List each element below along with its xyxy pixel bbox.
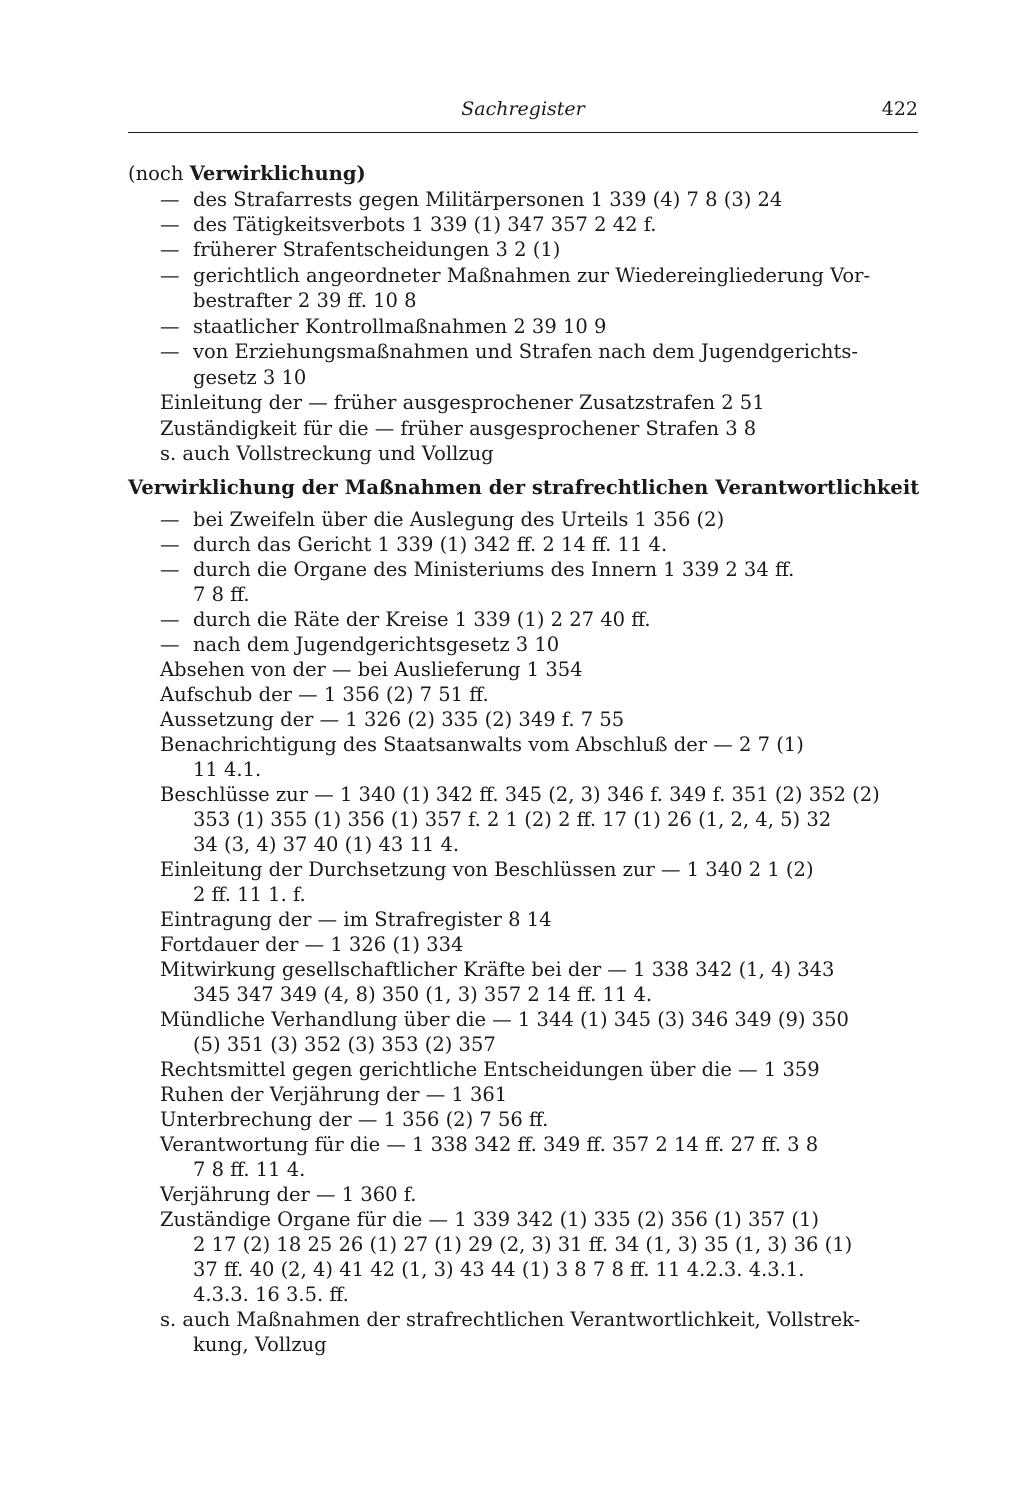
index-line: Zuständige Organe für die — 1 339 342 (1) 335 (2) 356 (1) 357 (1) — [160, 1208, 820, 1231]
index-line: — durch die Räte der Kreise 1 339 (1) 2 27 40 ff. — [160, 608, 651, 631]
index-line: 7 8 ff. 11 4. — [193, 1158, 306, 1181]
index-line: Einleitung der Durchsetzung von Beschlüssen zur — 1 340 2 1 (2) — [160, 858, 814, 881]
index-line: 7 8 ff. — [193, 583, 250, 606]
index-line: Verjährung der — 1 360 f. — [160, 1183, 417, 1206]
index-line: 345 347 349 (4, 8) 350 (1, 3) 357 2 14 ff. 11 4. — [193, 983, 653, 1006]
index-line: — von Erziehungsmaßnahmen und Strafen nach dem Jugendgerichts- — [160, 340, 858, 363]
index-line: s. auch Vollstreckung und Vollzug — [160, 442, 494, 465]
index-line: Aussetzung der — 1 326 (2) 335 (2) 349 f. 7 55 — [160, 708, 625, 731]
index-line: 11 4.1. — [193, 758, 262, 781]
index-line: — des Strafarrests gegen Militärpersonen 1 339 (4) 7 8 (3) 24 — [160, 188, 783, 211]
index-line: kung, Vollzug — [193, 1333, 327, 1356]
index-line: (noch Verwirklichung) — [128, 162, 366, 185]
index-line: — durch das Gericht 1 339 (1) 342 ff. 2 14 ff. 11 4. — [160, 533, 668, 556]
index-line: Zuständigkeit für die — früher ausgesprochener Strafen 3 8 — [160, 417, 757, 440]
page-header — [128, 96, 918, 133]
index-line: — bei Zweifeln über die Auslegung des Urteils 1 356 (2) — [160, 508, 725, 531]
index-line: 37 ff. 40 (2, 4) 41 42 (1, 3) 43 44 (1) 3 8 7 8 ff. 11 4.2.3. 4.3.1. — [193, 1258, 805, 1281]
index-line: Mündliche Verhandlung über die — 1 344 (1) 345 (3) 346 349 (9) 350 — [160, 1008, 849, 1031]
index-line: — nach dem Jugendgerichtsgesetz 3 10 — [160, 633, 560, 656]
index-line: 353 (1) 355 (1) 356 (1) 357 f. 2 1 (2) 2 ff. 17 (1) 26 (1, 2, 4, 5) 32 — [193, 808, 832, 831]
index-line: gesetz 3 10 — [193, 366, 307, 389]
index-line: Verantwortung für die — 1 338 342 ff. 349 ff. 357 2 14 ff. 27 ff. 3 8 — [160, 1133, 819, 1156]
index-line: Aufschub der — 1 356 (2) 7 51 ff. — [160, 683, 489, 706]
index-line: s. auch Maßnahmen der strafrechtlichen Verantwortlichkeit, Vollstrek- — [160, 1308, 861, 1331]
index-line: 2 17 (2) 18 25 26 (1) 27 (1) 29 (2, 3) 31 ff. 34 (1, 3) 35 (1, 3) 36 (1) — [193, 1233, 853, 1256]
index-line: 2 ff. 11 1. f. — [193, 883, 306, 906]
index-line: bestrafter 2 39 ff. 10 8 — [193, 289, 417, 312]
index-line: Unterbrechung der — 1 356 (2) 7 56 ff. — [160, 1108, 549, 1131]
index-line: Fortdauer der — 1 326 (1) 334 — [160, 933, 464, 956]
page-number: 422 — [881, 98, 918, 120]
index-line: Eintragung der — im Strafregister 8 14 — [160, 908, 552, 931]
index-line: — des Tätigkeitsverbots 1 339 (1) 347 357 2 42 f. — [160, 213, 657, 236]
index-line: Beschlüsse zur — 1 340 (1) 342 ff. 345 (2, 3) 346 f. 349 f. 351 (2) 352 (2) — [160, 783, 880, 806]
index-line: — früherer Strafentscheidungen 3 2 (1) — [160, 238, 561, 261]
index-line: — durch die Organe des Ministeriums des Innern 1 339 2 34 ff. — [160, 558, 795, 581]
index-line: 4.3.3. 16 3.5. ff. — [193, 1283, 349, 1306]
index-line: (5) 351 (3) 352 (3) 353 (2) 357 — [193, 1033, 496, 1056]
index-line: Rechtsmittel gegen gerichtliche Entscheidungen über die — 1 359 — [160, 1058, 820, 1081]
index-line: Absehen von der — bei Auslieferung 1 354 — [160, 658, 583, 681]
index-line: Mitwirkung gesellschaftlicher Kräfte bei der — 1 338 342 (1, 4) 343 — [160, 958, 835, 981]
running-title: Sachregister — [461, 98, 585, 120]
index-line: Ruhen der Verjährung der — 1 361 — [160, 1083, 508, 1106]
index-line: 34 (3, 4) 37 40 (1) 43 11 4. — [193, 833, 460, 856]
index-line: Einleitung der — früher ausgesprochener Zusatzstrafen 2 51 — [160, 391, 765, 414]
index-line: — staatlicher Kontrollmaßnahmen 2 39 10 9 — [160, 315, 607, 338]
index-heading: Verwirklichung der Maßnahmen der strafrechtlichen Verantwortlichkeit — [128, 476, 920, 499]
index-line: — gerichtlich angeordneter Maßnahmen zur Wiedereingliederung Vor- — [160, 264, 871, 287]
index-line: Benachrichtigung des Staatsanwalts vom Abschluß der — 2 7 (1) — [160, 733, 804, 756]
